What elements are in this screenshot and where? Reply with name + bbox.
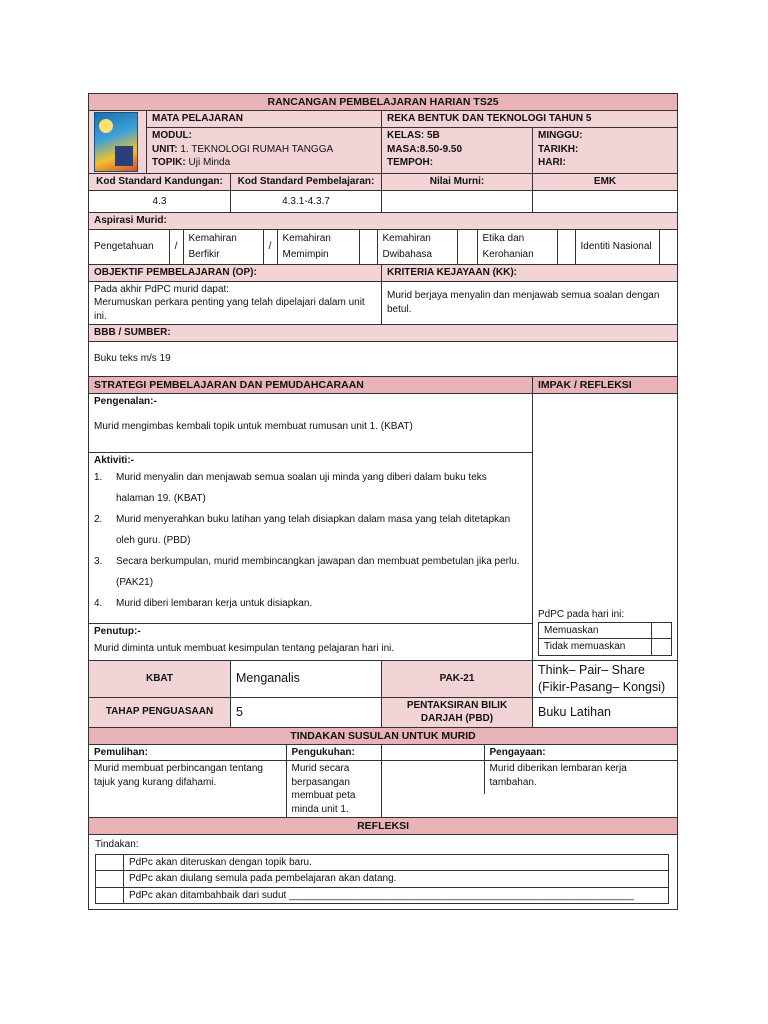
nilai-label: Nilai Murni: [382,174,533,191]
checkbox[interactable] [96,854,124,871]
pengayaan-label: Pengayaan: [382,744,678,761]
strategi-label: STRATEGI PEMBELAJARAN DAN PEMUDAHCARAAN [89,376,533,393]
kbat-label: KBAT [89,660,231,697]
refleksi-label: REFLEKSI [89,818,678,835]
modul-label: MODUL: [152,130,192,142]
penutup-label: Penutup:- [94,625,141,637]
list-item: 3. Secara berkumpulan, murid membincangkan jawapan dan membuat pembetulan jika perlu. (PAK21) [94,556,520,589]
penutup-text: Murid diminta untuk membuat kesimpulan tentang pelajaran hari ini. [94,643,395,655]
pemulihan-pengukuhan-text [89,761,382,818]
aspirasi-item: Kemahiran Dwibahasa [377,230,457,264]
refleksi-option: PdPc akan ditambahbaik dari sudut ______________________________________________________________ [124,887,669,904]
kbat-value: Menganalis [231,660,382,697]
list-item: 2. Murid menyerahkan buku latihan yang telah disiapkan dalam masa yang telah ditetapkan oleh guru. (PBD) [94,514,511,547]
aspirasi-mark: / [169,230,183,264]
aspirasi-item: Kemahiran Berfikir [183,230,263,264]
impak-content [533,393,678,660]
list-item: 1. Murid menyalin dan menjawab semua soalan uji minda yang diberi dalam buku teks halaman 19. (KBAT) [94,472,487,505]
objektif-text: Pada akhir PdPC murid dapat: Merumuskan perkara penting yang telah dipelajari dalam unit ini. [89,281,382,325]
pbd-value: Buku Latihan [533,697,678,727]
pengukuhan-label: Pengukuhan: [291,746,355,758]
kriteria-text: Murid berjaya menyalin dan menjawab semua soalan dengan betul. [382,281,678,325]
module-info [147,128,382,174]
pak-label: PAK-21 [382,660,533,697]
aspirasi-mark [457,230,477,264]
lesson-plan-table [88,93,678,910]
aspirasi-mark [659,230,678,264]
tindakan-label-text: Tindakan: [95,839,139,851]
subject-label: MATA PELAJARAN [147,111,382,128]
aspirasi-mark [359,230,377,264]
objektif-label: OBJEKTIF PEMBELAJARAN (OP): [89,265,382,282]
list-item: 4. Murid diberi lembaran kerja untuk disiapkan. [94,598,313,610]
tahap-label: TAHAP PENGUASAAN [89,697,231,727]
pdpc-option-memuaskan: Memuaskan [539,622,652,639]
pengenalan-label: Pengenalan:- [94,395,157,407]
pemulihan-text: Murid membuat perbincangan tentang tajuk yang kurang difahami. [89,761,286,817]
pak-value: Think– Pair– Share (Fikir-Pasang– Kongsi) [533,660,678,697]
topik-line: TOPIK: Uji Minda [152,157,231,169]
aspirasi-label: Aspirasi Murid: [89,213,678,230]
aktiviti-label: Aktiviti:- [94,454,134,466]
pbd-label: PENTAKSIRAN BILIK DARJAH (PBD) [382,697,533,727]
checkbox[interactable] [96,871,124,888]
lesson-plan-sheet [88,93,677,910]
refleksi-option: PdPc akan diulang semula pada pembelajaran akan datang. [124,871,669,888]
aspirasi-item: Identiti Nasional [575,230,659,264]
tindakan-label: TINDAKAN SUSULAN UNTUK MURID [89,727,678,744]
pdpc-options [538,622,672,656]
pengukuhan-text: Murid secara berpasangan membuat peta minda unit 1. [291,763,356,815]
emk-value [533,191,678,213]
kod-sk-value: 4.3 [89,191,231,213]
pdpc-label: PdPC pada hari ini: [538,609,625,621]
aktiviti-list [94,467,527,614]
refleksi-content [89,835,678,910]
kriteria-label: KRITERIA KEJAYAAN (KK): [382,265,678,282]
aspirasi-row [89,230,678,265]
pdpc-option-tidak-memuaskan: Tidak memuaskan [539,639,652,656]
bbb-text: Buku teks m/s 19 [89,341,678,376]
refleksi-option: PdPc akan diteruskan dengan topik baru. [124,854,669,871]
kod-sp-value: 4.3.1-4.3.7 [231,191,382,213]
page-title: RANCANGAN PEMBELAJARAN HARIAN TS25 [89,94,678,111]
refleksi-options [95,854,669,905]
strategi-content [89,393,533,660]
aspirasi-mark: / [263,230,277,264]
tahap-value: 5 [231,697,382,727]
pengayaan-cell [382,761,678,818]
bbb-label: BBB / SUMBER: [89,325,678,342]
pemulihan-label: Pemulihan: Pengukuhan: [89,744,382,761]
checkbox[interactable] [652,622,672,639]
aspirasi-item: Etika dan Kerohanian [477,230,557,264]
textbook-cover-image [94,112,138,172]
impak-label: IMPAK / REFLEKSI [533,376,678,393]
checkbox[interactable] [652,639,672,656]
aspirasi-item: Pengetahuan [89,230,169,264]
date-info: MINGGU: TARIKH: HARI: [533,128,678,174]
nilai-value [382,191,533,213]
pengenalan-text: Murid mengimbas kembali topik untuk membuat rumusan unit 1. (KBAT) [94,421,413,433]
class-time-info: KELAS: 5B MASA:8.50-9.50 TEMPOH: [382,128,533,174]
aspirasi-mark [557,230,575,264]
pengayaan-text: Murid diberikan lembaran kerja tambahan. [489,763,627,788]
aspirasi-item: Kemahiran Memimpin [277,230,359,264]
kod-sp-label: Kod Standard Pembelajaran: [231,174,382,191]
unit-line: UNIT: 1. TEKNOLOGI RUMAH TANGGA [152,143,334,155]
subject-value: REKA BENTUK DAN TEKNOLOGI TAHUN 5 [382,111,678,128]
book-cover-cell [89,111,147,174]
emk-label: EMK [533,174,678,191]
kod-sk-label: Kod Standard Kandungan: [89,174,231,191]
checkbox[interactable] [96,887,124,904]
